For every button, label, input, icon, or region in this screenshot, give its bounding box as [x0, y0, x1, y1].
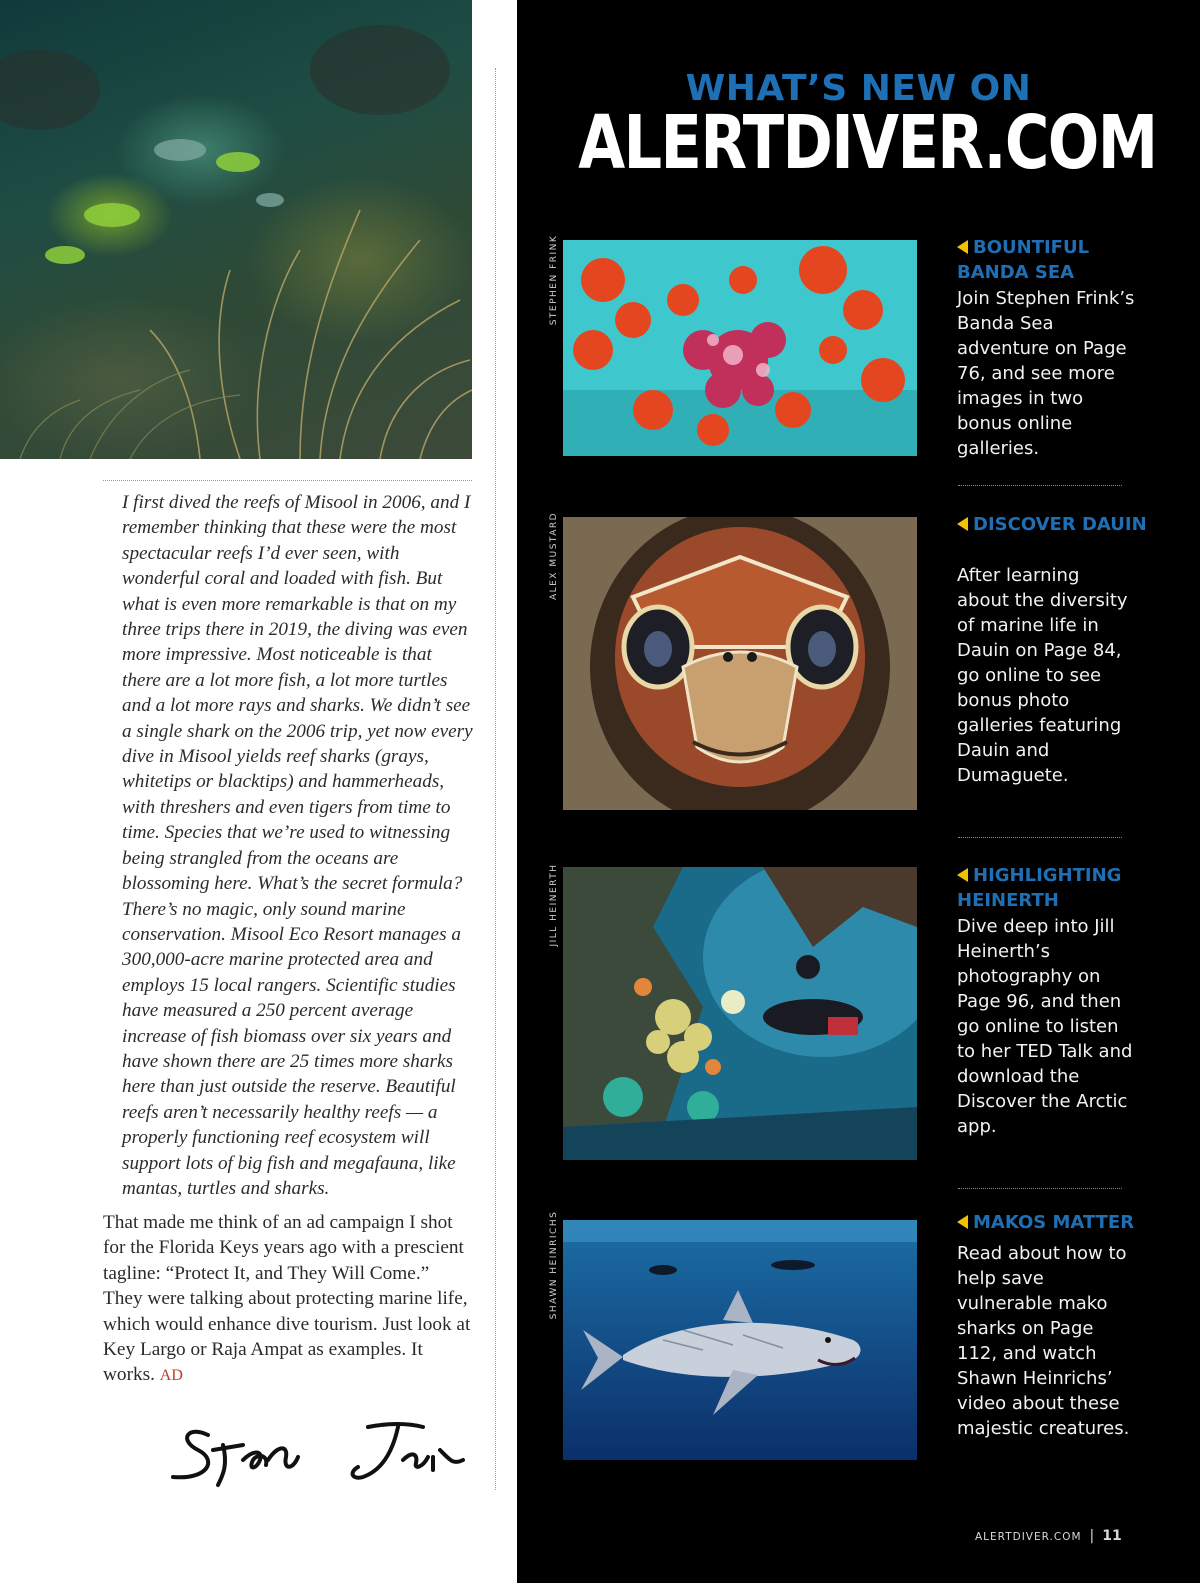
- mako-shark-image: [563, 1220, 917, 1460]
- wreck-diver-image: [563, 867, 917, 1160]
- arrow-left-icon: [957, 868, 968, 882]
- page-footer: [975, 1525, 1122, 1544]
- reef-photo: [0, 0, 472, 459]
- item-title-makos[interactable]: [957, 1210, 1157, 1235]
- column-divider: [495, 68, 496, 1490]
- arrow-left-icon: [957, 240, 968, 254]
- body-paragraph: [103, 1210, 472, 1389]
- item-title-makos-label: MAKOS MATTER: [973, 1212, 1135, 1233]
- photo-credit-stephen-frink: STEPHEN FRINK: [549, 234, 559, 326]
- reef-photo-art: [0, 0, 472, 459]
- panel-kicker: WHAT’S NEW ON: [685, 68, 1032, 109]
- left-divider: [103, 480, 472, 481]
- item-divider: [958, 837, 1122, 838]
- item-title-dauin[interactable]: [957, 512, 1157, 537]
- item-title-heinerth[interactable]: [957, 863, 1157, 913]
- page-number: 11: [1102, 1528, 1122, 1544]
- dauin-turtle-photo[interactable]: [563, 517, 917, 810]
- item-title-dauin-label: DISCOVER DAUIN: [973, 514, 1147, 535]
- mako-shark-photo[interactable]: [563, 1220, 917, 1460]
- item-title-banda[interactable]: [957, 235, 1157, 285]
- footer-separator: |: [1089, 1528, 1095, 1544]
- item-divider: [958, 1188, 1122, 1189]
- item-text-dauin: After learning about the diversity of marine life in Dauin on Page 84, go online to see bonus photo galleries featuring Dauin and Dumaguete.: [957, 565, 1128, 786]
- footer-site[interactable]: ALERTDIVER.COM: [975, 1531, 1082, 1543]
- signature: [168, 1415, 473, 1490]
- item-text-heinerth: Dive deep into Jill Heinerth’s photography on Page 96, and then go online to listen to her TED Talk and download the Discover the Arctic app.: [957, 916, 1133, 1137]
- heinerth-wreck-photo[interactable]: [563, 867, 917, 1160]
- turtle-image: [563, 517, 917, 810]
- item-divider: [958, 485, 1122, 486]
- item-title-heinerth-label: HIGHLIGHTING HEINERTH: [957, 865, 1122, 911]
- photo-credit-jill-heinerth: JILL HEINERTH: [549, 863, 559, 947]
- item-text-banda: Join Stephen Frink’s Banda Sea adventure on Page 76, and see more images in two bonus online galleries.: [957, 288, 1135, 459]
- photo-credit-alex-mustard: ALEX MUSTARD: [549, 511, 559, 601]
- banda-sea-photo[interactable]: [563, 240, 917, 456]
- end-mark: AD: [159, 1367, 183, 1385]
- photo-credit-shawn-heinrichs: SHAWN HEINRICHS: [549, 1210, 559, 1320]
- pull-quote: I first dived the reefs of Misool in 2006, and I remember thinking that these were the most spectacular reefs I’d ever seen, with wonderful coral and loaded with fish. But what is even more remarkable is that on my three trips there in 2019, the diving was even more impressive. Most noticeable is that there are a lot more fish, a lot more turtles and a lot more rays and sharks. We didn’t see a single shark on the 2006 trip, yet now every dive in Misool yields reef sharks (grays, whitetips or blacktips) and hammerheads, with threshers and even tigers from time to time. Species that we’re used to witnessing being strangled from the oceans are blossoming here. What’s the secret formula? There’s no magic, only sound marine conservation. Misool Eco Resort manages a 300,000-acre marine protected area and employs 15 local rangers. Scientific studies have measured a 250 percent average increase of fish biomass over six years and have shown there are 25 times more sharks here than just outside the reserve. Beautiful reefs aren’t necessarily healthy reefs — a properly functioning reef ecosystem will support lots of big fish and megafauna, like mantas, turtles and sharks.: [122, 492, 473, 1199]
- panel-masthead: ALERTDIVER.COM: [578, 100, 1157, 186]
- arrow-left-icon: [957, 517, 968, 531]
- soft-coral-image: [563, 240, 917, 456]
- arrow-left-icon: [957, 1215, 968, 1229]
- item-text-makos: Read about how to help save vulnerable mako sharks on Page 112, and watch Shawn Heinrichs’ video about these majestic creatures.: [957, 1243, 1130, 1439]
- item-title-banda-label: BOUNTIFUL BANDA SEA: [957, 237, 1090, 283]
- body-paragraph-text: That made me think of an ad campaign I shot for the Florida Keys years ago with a prescient tagline: “Protect It, and They Will Come.” They were talking about protecting marine life, which would enhance dive tourism. Just look at Key Largo or Raja Ampat as examples. It works.: [103, 1212, 471, 1386]
